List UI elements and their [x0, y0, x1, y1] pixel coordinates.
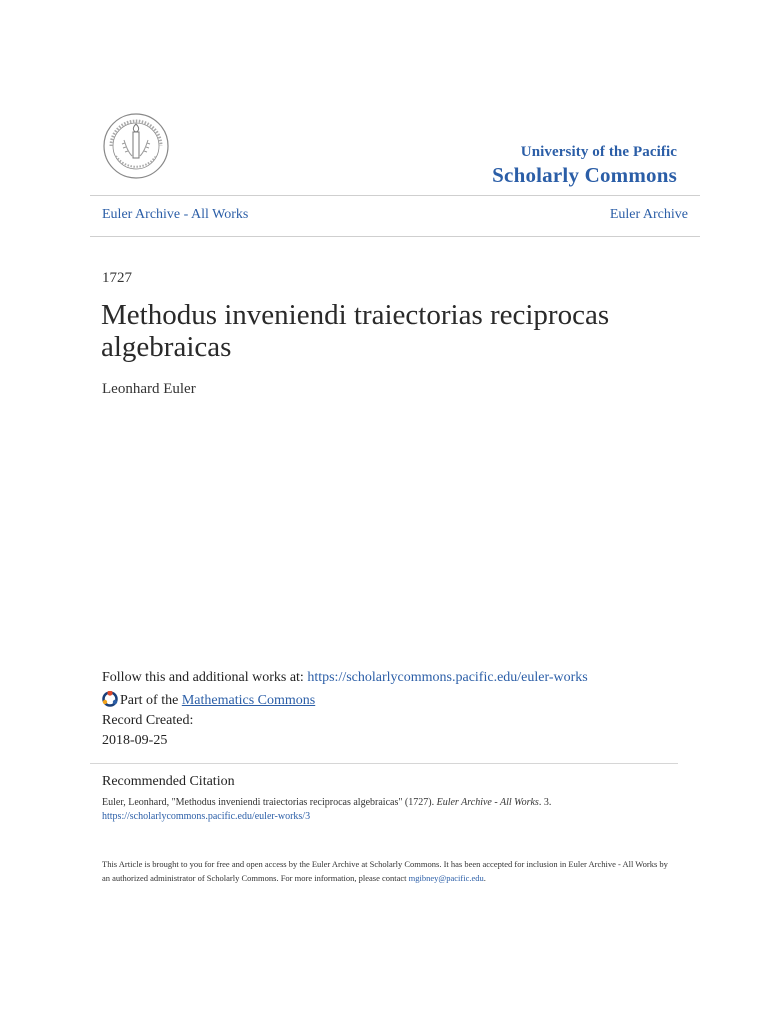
follow-line	[102, 670, 588, 686]
citation-url-link[interactable]: https://scholarlycommons.pacific.edu/euler-works/3	[102, 811, 311, 822]
record-created-label: Record Created:	[102, 713, 194, 728]
article-author: Leonhard Euler	[102, 381, 196, 397]
divider-citation	[90, 763, 678, 764]
divider-nav	[90, 236, 700, 237]
nav-link-euler-archive[interactable]: Euler Archive	[609, 207, 688, 222]
follow-url-link[interactable]: https://scholarlycommons.pacific.edu/euler-works	[307, 670, 588, 685]
follow-label: Follow this and additional works at:	[102, 670, 304, 685]
citation-journal: Euler Archive - All Works	[436, 797, 539, 808]
article-title: Methodus inveniendi traiectorias reciprocas algebraicas	[101, 299, 610, 363]
citation-end: . 3.	[538, 797, 552, 808]
citation-heading: Recommended Citation	[102, 774, 235, 789]
footer-end: .	[483, 873, 486, 883]
network-commons-icon	[102, 691, 118, 707]
mathematics-commons-link[interactable]: Mathematics Commons	[181, 693, 316, 708]
site-name[interactable]: Scholarly Commons	[492, 163, 677, 187]
nav-link-euler-archive-all-works[interactable]: Euler Archive - All Works	[102, 207, 249, 222]
part-of-label: Part of the	[120, 693, 179, 708]
article-year: 1727	[102, 270, 132, 286]
divider-top	[90, 195, 700, 196]
university-seal-icon	[102, 112, 170, 180]
part-of-line	[102, 691, 315, 709]
brand-block[interactable]	[492, 144, 677, 188]
record-created-date: 2018-09-25	[102, 733, 168, 748]
footer-text: This Article is brought to you for free and open access by the Euler Archive at Scholarly Commons. It has been accepted for inclusion in Euler Archive - All Works by an authorized administrator of Scholarly Commons. For more information, please contact	[102, 859, 668, 883]
citation-body	[102, 796, 551, 824]
footer-notice	[102, 857, 672, 885]
citation-text: Euler, Leonhard, "Methodus inveniendi traiectorias reciprocas algebraicas" (1727).	[102, 797, 437, 808]
contact-email-link[interactable]: mgibney@pacific.edu	[408, 873, 484, 883]
university-name[interactable]: University of the Pacific	[520, 144, 677, 160]
